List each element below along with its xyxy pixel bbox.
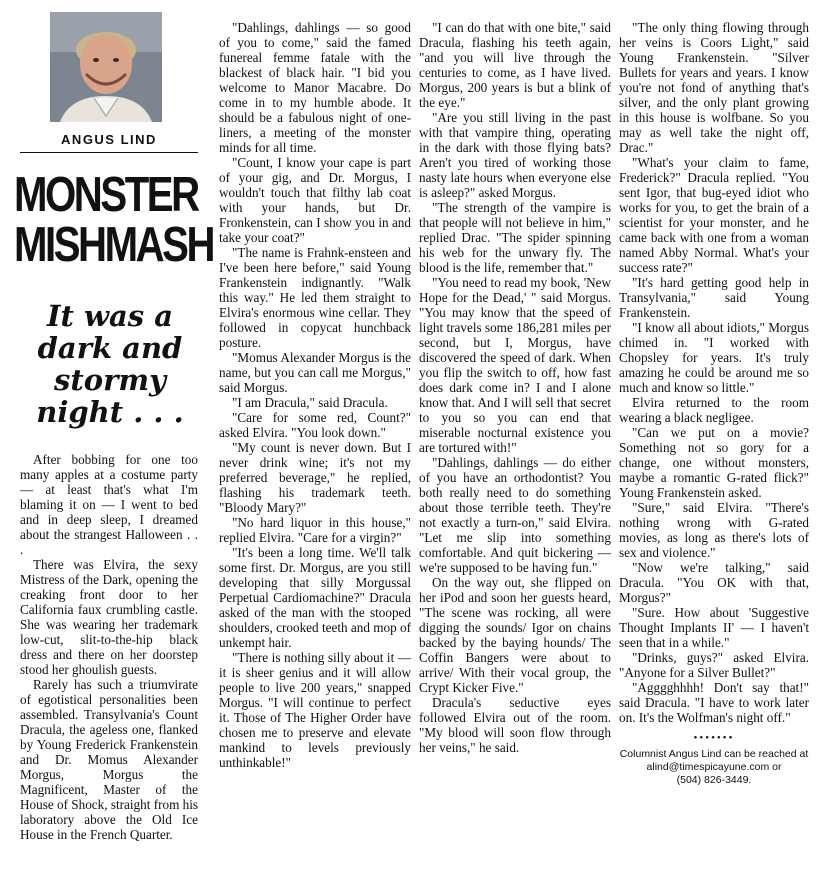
paragraph: "Sure. How about 'Suggestive Thought Implants II' — I haven't seen that in a while." (619, 605, 809, 650)
paragraph: "The only thing flowing through her veins is Coors Light," said Young Frankenstein. "Silver Bullets for years and years. I know you're not fond of anything that's silver, and the only plant growing in this house is wolfbane. So you may as well take the night off, Drac." (619, 20, 809, 155)
columnist-photo (50, 12, 162, 122)
paragraph: On the way out, she flipped on her iPod and soon her guests heard, "The scene was rocking, all were digging the sounds/ Igor on chains backed by the baying hounds/ The Coffin Bangers were about to arrive/ With their vocal group, the Crypt Kicker Five." (419, 575, 611, 695)
paragraph: "The strength of the vampire is that people will not believe in him," replied Drac. "The spider spinning his web for the unwary fly. The blood is the life, remember that." (419, 200, 611, 275)
paragraph: "You need to read my book, 'New Hope for the Dead,' " said Morgus. "You may know that the speed of light travels some 186,281 miles per second, but I, Morgus, have discovered the speed of dark. When you flip the switch to off, how fast does dark come in? I and I alone know that. And I will sell that secret to you so you can end that miserable nocturnal existence you are tortured with!" (419, 275, 611, 455)
paragraph: "Care for some red, Count?" asked Elvira. "You look down." (219, 410, 411, 440)
deck: It was a dark and stormy night . . . (36, 299, 184, 429)
paragraph: "I am Dracula," said Dracula. (232, 395, 388, 410)
end-mark: ••••••• (693, 732, 735, 744)
contact-line: Columnist Angus Lind can be reached at (619, 748, 809, 760)
column-2 (219, 20, 411, 770)
column-3 (419, 20, 611, 755)
column-4 (619, 20, 809, 787)
byline-rule (20, 152, 198, 153)
columnist-portrait-icon (50, 12, 162, 122)
paragraph: "Now we're talking," said Dracula. "You OK with that, Morgus?" (619, 560, 809, 605)
paragraph: "My count is never down. But I never drink wine; it's not my preferred beverage," he replied, flashing his trademark teeth. "Bloody Mary?" (219, 440, 411, 515)
paragraph: After bobbing for one too many apples at a costume party — at least that's what I'm blaming it on — I went to bed and in deep sleep, I dreamed about the strangest Halloween . . . (20, 452, 198, 557)
paragraph: "The name is Frahnk-ensteen and I've been here before," said Young Frankenstein indignantly. "Walk this way." He led them straight to Elvira's enormous wine cellar. They followed in copycat hunchback posture. (219, 245, 411, 350)
headline-line-1: MONSTER (14, 168, 198, 222)
headline (14, 168, 214, 272)
paragraph: "Drinks, guys?" asked Elvira. "Anyone for a Silver Bullet?" (619, 650, 809, 680)
paragraph: "Count, I know your cape is part of your gig, and Dr. Morgus, I wouldn't touch that filthy lab coat with your hands, but Dr. Fronkenstein, can I show you in and take your coat?" (219, 155, 411, 245)
paragraph: "What's your claim to fame, Frederick?" Dracula replied. "You sent Igor, that bug-eyed idiot who works for you, to get the brain of a scientist for your monster, and he came back with one from a woman named Abby Normal. What's your success rate?" (619, 155, 809, 275)
paragraph: "It's hard getting good help in Transylvania," said Young Frankenstein. (619, 275, 809, 320)
contact-phone: (504) 826-3449. (676, 774, 752, 786)
paragraph: "Dahlings, dahlings — do either of you have an orthodontist? You both really need to do something about those terrible teeth. They're not exactly a turn-on," said Elvira. "Let me slip into something comfortable. And quit bickering — we're supposed to be having fun." (419, 455, 611, 575)
paragraph: "Sure," said Elvira. "There's nothing wrong with G-rated movies, as long as there's lots of sex and violence." (619, 500, 809, 560)
paragraph: Rarely has such a triumvirate of egotistical personalities been assembled. Transylvania's Count Dracula, the ageless one, flanked by Young Frederick Frankenstein and Dr. Momus Alexander Morgus, Morgus the Magnificent, Master of the House of Shock, straight from his laboratory above the Old Ice House in the French Quarter. (20, 677, 199, 842)
paragraph: "It's been a long time. We'll talk some first. Dr. Morgus, are you still developing that silly Morgussal Perpetual Cardiomachine?" Dracula asked of the man with the stooped shoulders, crooked teeth and mop of unkempt hair. (219, 545, 411, 650)
paragraph: Dracula's seductive eyes followed Elvira out of the room. "My blood will soon flow through her veins," he said. (419, 695, 611, 755)
contact-info (619, 748, 809, 787)
byline: ANGUS LIND (61, 132, 157, 147)
contact-email[interactable]: alind@timespicayune.com or (646, 761, 782, 773)
paragraph: "There is nothing silly about it — it is sheer genius and it will allow people to live 200 years," snapped Morgus. "I will continue to perfect it. Those of The Higher Order have chosen me to preserve and elevate mankind to levels previously unthinkable!" (219, 650, 411, 770)
paragraph: "No hard liquor in this house," replied Elvira. "Care for a virgin?" (219, 515, 411, 545)
paragraph: There was Elvira, the sexy Mistress of the Dark, opening the creaking front door to her California faux crumbling castle. She was wearing her trademark low-cut, slit-to-the-hip black dress and there on her doorstep stood her ghoulish guests. (20, 557, 198, 677)
column-1 (20, 452, 198, 842)
paragraph: "Agggghhhh! Don't say that!" said Dracula. "I have to work later on. It's the Wolfman's night off." (619, 680, 809, 725)
paragraph: "I know all about idiots," Morgus chimed in. "I worked with Chopsley for years. It's truly amazing he could be around me so much and know so little." (619, 320, 809, 395)
paragraph: "Momus Alexander Morgus is the name, but you can call me Morgus," said Morgus. (219, 350, 411, 395)
paragraph: "Are you still living in the past with that vampire thing, operating in the dark with those flying bats? Aren't you tired of working those nasty late hours when everyone else is asleep?" asked Morgus. (419, 110, 611, 200)
paragraph: "Can we put on a movie? Something not so gory for a change, one without monsters, maybe a romantic G-rated flick?" Young Frankenstein asked. (619, 425, 809, 500)
headline-line-2: MISHMASH (14, 218, 214, 272)
paragraph: "I can do that with one bite," said Dracula, flashing his teeth again, "and you will live through the centuries to come, as I have lived. Morgus, 200 years is but a blink of the eye." (419, 20, 611, 110)
paragraph: "Dahlings, dahlings — so good of you to come," said the famed funereal femme fatale with the blackest of black hair. "I bid you welcome to Manor Macabre. Do come in to my humble abode. It should be a fabulous night of one-liners, a meeting of the monster minds for all time. (219, 20, 411, 155)
paragraph: Elvira returned to the room wearing a black negligee. (619, 395, 809, 425)
